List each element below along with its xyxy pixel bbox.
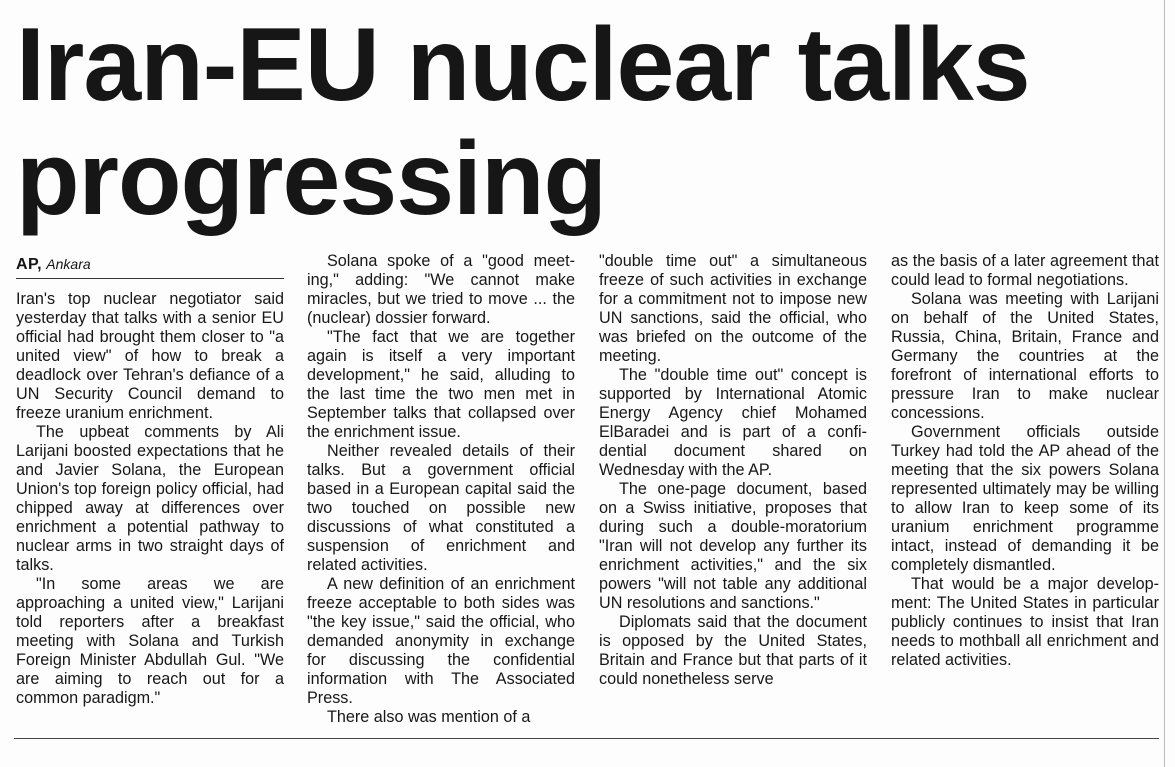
bottom-divider: [14, 738, 1159, 739]
paragraph: Solana was meeting with Larijani on behalf of the United States, Russia, China, Britain, France and Germany the countries at the forefront of international efforts to pressure Iran to make nuclear concessions.: [891, 290, 1159, 422]
paragraph: A new definition of an enrichment freeze acceptable to both sides was "the key issue," said the official, who demanded anonymity in exchange for discussing the confidential information with The Associated Press.: [307, 575, 575, 707]
headline-line-2: progressing: [16, 121, 606, 237]
article-column-1: [16, 290, 284, 708]
paragraph: Diplomats said that the document is opposed by the United States, Britain and France but that parts of it could nonetheless serve: [599, 613, 867, 688]
paragraph: "The fact that we are together again is itself a very important development," he said, alluding to the last time the two men met in September talks that collapsed over the enrichment issue.: [307, 328, 575, 441]
byline: [16, 254, 284, 279]
article-column-3: [599, 252, 867, 689]
headline: [16, 8, 1156, 236]
article-column-4: [891, 252, 1159, 670]
paragraph: The upbeat comments by Ali Larijani boosted expectations that he and Javier Solana, the European Union's top foreign policy official, had chipped away at differences over enrichment a potential pathway to nuclear arms in two straight days of talks.: [16, 423, 284, 574]
byline-city: Ankara: [46, 256, 91, 272]
article-column-2: [307, 252, 575, 727]
paragraph: as the basis of a later agreement that could lead to formal negotiations.: [891, 252, 1159, 289]
headline-line-1: Iran-EU nuclear talks: [16, 7, 1030, 123]
paragraph: Government officials outside Turkey had told the AP ahead of the meeting that the six powers Solana represented ultimately may be willing to allow Iran to keep some of its uranium enrichment programme intact, instead of demanding it be completely dismantled.: [891, 423, 1159, 574]
paragraph: Solana spoke of a "good meeting," adding: "We cannot make miracles, but we tried to move ... the (nuclear) dossier forward.: [307, 252, 575, 327]
paragraph: Neither revealed details of their talks. But a government official based in a European capital said the two touched on possible new discussions of what constituted a suspension of enrichment and related activities.: [307, 442, 575, 574]
byline-agency: AP,: [16, 256, 43, 273]
page-edge: [1164, 0, 1165, 767]
paragraph: The one-page document, based on a Swiss initiative, proposes that during such a double-moratorium "Iran will not develop any further its enrichment activities," and the six powers "will not table any additional UN resolutions and sanctions.": [599, 480, 867, 612]
paragraph: "In some areas we are approaching a united view," Larijani told reporters after a breakfast meeting with Solana and Turkish Foreign Minister Abdullah Gul. "We are aiming to reach out for a common paradigm.": [16, 575, 284, 707]
paragraph: "double time out" a simultaneous freeze of such activities in exchange for a commitment not to impose new UN sanctions, said the official, who was briefed on the outcome of the meeting.: [599, 252, 867, 365]
paragraph: There also was mention of a: [327, 708, 531, 726]
paragraph: The "double time out" concept is supported by International Atomic Energy Agency chief Mohamed ElBaradei and is part of a confidential document shared on Wednesday with the AP.: [599, 366, 867, 479]
paragraph: That would be a major development: The United States in particular publicly continues to insist that Iran needs to mothball all enrichment and related activities.: [891, 575, 1159, 669]
paragraph: Iran's top nuclear negotiator said yesterday that talks with a senior EU official had brought them closer to "a united view" of how to break a deadlock over Tehran's defiance of a UN Security Council demand to freeze uranium enrichment.: [16, 290, 284, 422]
